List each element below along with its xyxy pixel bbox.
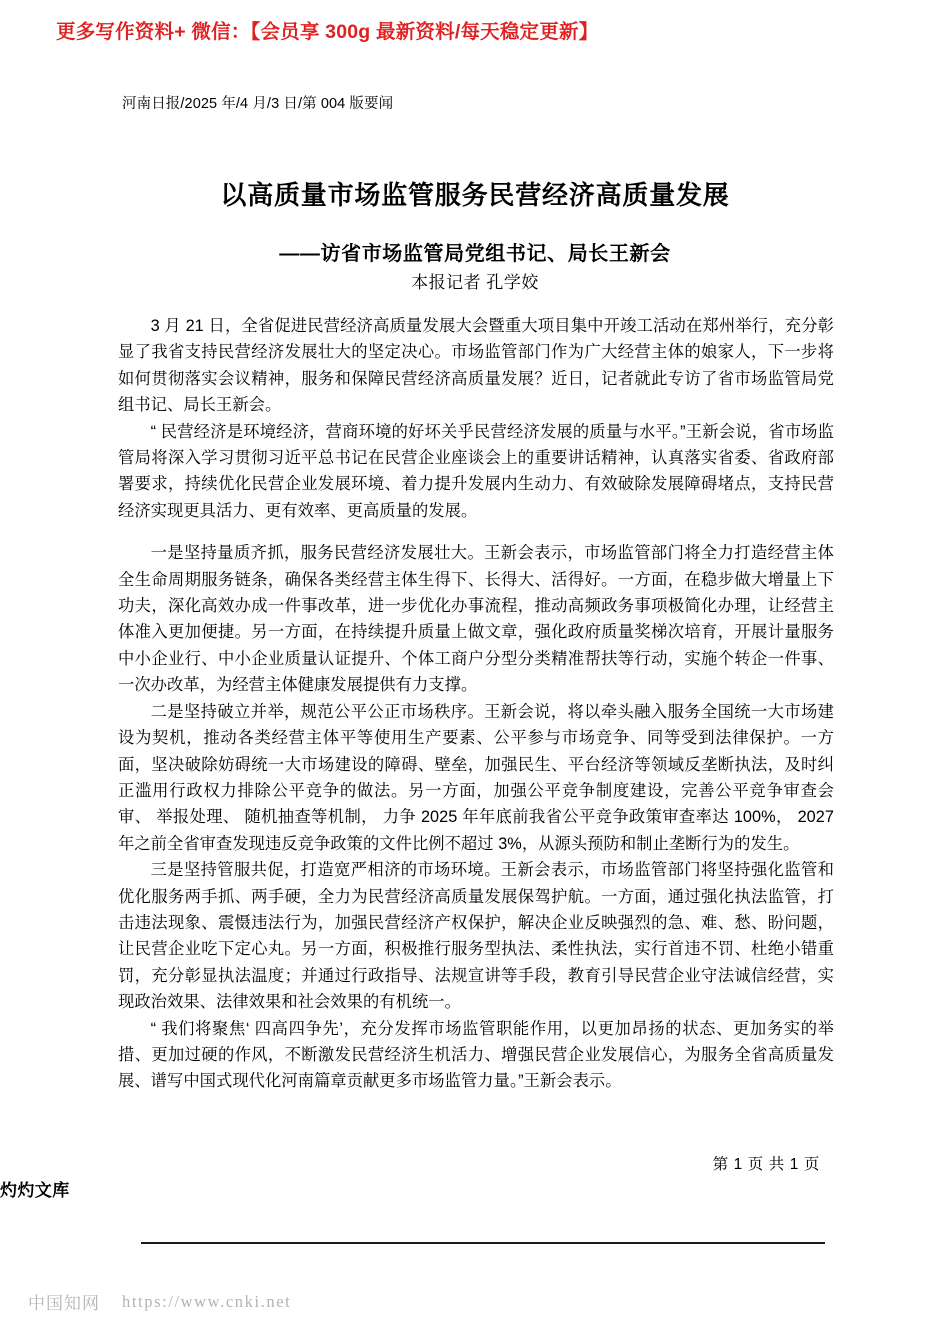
article-paragraph: 3 月 21 日，全省促进民营经济高质量发展大会暨重大项目集中开竣工活动在郑州举行，充分彰显了我省支持民营经济发展壮大的坚定决心。市场监管部门作为广大经营主体的娘家人，下一步将如何贯彻落实会议精神，服务和保障民营经济高质量发展？近日，记者就此专访了省市场监管局党组书记、局长王新会。 — [118, 317, 834, 415]
article-paragraph: 二是坚持破立并举，规范公平公正市场秩序。王新会说，将以牵头融入服务全国统一大市场建设为契机，推动各类经营主体平等使用生产要素、公平参与市场竞争、同等受到法律保护。一方面，坚决破除妨碍统一大市场建设的障碍、壁垒，加强民生、平台经济等领域反垄断执法，及时纠正滥用行政权力排除公平竞争的做法。另一方面，加强公平竞争制度建设，完善公平竞争审查会审、 举报处理、 随机抽查等机制， 力争 2025 年年底前我省公平竞争政策审查率达 100%， 2027 年之前全省审查发现违反竞争政策的文件比例不超过 3%，从源头预防和制止垄断行为的发生。 — [118, 702, 834, 853]
cnki-footer — [28, 1289, 291, 1314]
page-number: 第 1 页 共 1 页 — [712, 1156, 820, 1173]
cnki-url[interactable]: https://www.cnki.net — [122, 1291, 292, 1311]
article-paragraph: “ 民营经济是环境经济，营商环境的好坏关乎民营经济发展的质量与水平。”王新会说，省市场监管局将深入学习贯彻习近平总书记在民营企业座谈会上的重要讲话精神，认真落实省委、省政府部署要求，持续优化民营企业发展环境、着力提升发展内生动力、有效破除发展障碍堵点，支持民营经济实现更具活力、更有效率、更高质量的发展。 — [118, 422, 834, 520]
promo-banner: 更多写作资料+ 微信：【会员享 300g 最新资料/每天稳定更新】 — [56, 21, 599, 43]
article-paragraph: 三是坚持管服共促，打造宽严相济的市场环境。王新会表示，市场监管部门将坚持强化监管和优化服务两手抓、两手硬，全力为民营经济高质量发展保驾护航。一方面，通过强化执法监管，打击违法现象、震慑违法行为，加强民营经济产权保护，解决企业反映强烈的急、难、愁、盼问题，让民营企业吃下定心丸。另一方面，积极推行服务型执法、柔性执法，实行首违不罚、杜绝小错重罚，充分彰显执法温度；并通过行政指导、法规宣讲等手段，教育引导民营企业守法诚信经营，实现政治效果、法律效果和社会效果的有机统一。 — [118, 861, 834, 1012]
footer-divider — [141, 1242, 825, 1244]
source-citation: 河南日报/2025 年/4 月/3 日/第 004 版要闻 — [122, 96, 394, 112]
article-body — [118, 313, 834, 1095]
watermark-label: 灼灼文库 — [0, 1181, 70, 1200]
page-subtitle: ——访省市场监管局党组书记、局长王新会 — [279, 242, 671, 265]
cnki-brand-name: 中国知网 — [28, 1294, 100, 1314]
article-paragraph: “ 我们将聚焦‘ 四高四争先’，充分发挥市场监管职能作用，以更加昂扬的状态、更加务实的举措、更加过硬的作风，不断激发民营经济生机活力、增强民营企业发展信心，为服务全省高质量发展、谱写中国式现代化河南篇章贡献更多市场监管力量。”王新会表示。 — [118, 1019, 834, 1091]
article-paragraph: 一是坚持量质齐抓，服务民营经济发展壮大。王新会表示，市场监管部门将全力打造经营主体全生命周期服务链条，确保各类经营主体生得下、长得大、活得好。一方面，在稳步做大增量上下功夫，深化高效办成一件事改革，进一步优化办事流程，推动高频政务事项极简化办理，让经营主体准入更加便捷。另一方面，在持续提升质量上做文章，强化政府质量奖梯次培育，开展计量服务中小企业行、中小企业质量认证提升、个体工商户分型分类精准帮扶等行动，实施个转企一件事、一次办改革，为经营主体健康发展提供有力支撑。 — [118, 544, 834, 695]
page-title: 以高质量市场监管服务民营经济高质量发展 — [220, 180, 730, 211]
byline: 本报记者 孔学姣 — [411, 273, 539, 292]
